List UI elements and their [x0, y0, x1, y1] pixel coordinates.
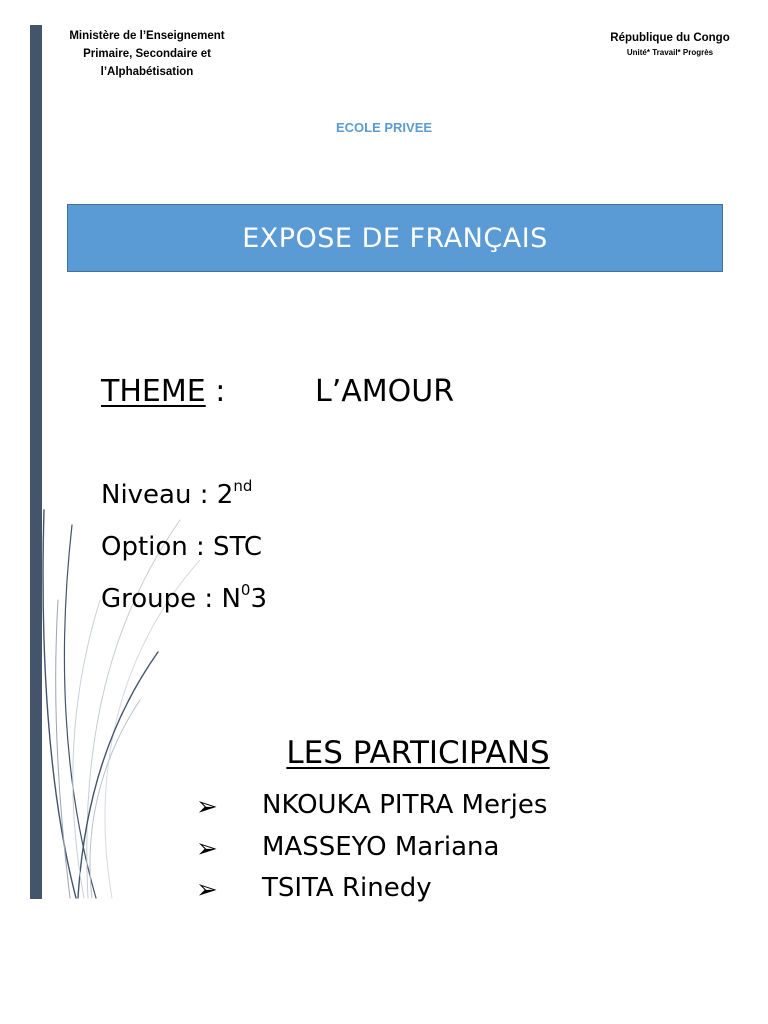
- participant-name: TSITA Rinedy: [262, 873, 432, 903]
- participant-name: MASSEYO Mariana: [262, 832, 500, 862]
- arrow-bullet-icon: ➢: [196, 792, 218, 822]
- participants-heading: LES PARTICIPANS: [286, 735, 550, 771]
- school-name: ECOLE PRIVEE: [335, 120, 433, 135]
- niveau-superscript: nd: [233, 477, 253, 495]
- theme-label: THEME: [101, 374, 206, 409]
- groupe-line: [101, 581, 267, 614]
- groupe-label: Groupe : N: [101, 584, 241, 614]
- ministry-line-1: Ministère de l’Enseignement: [69, 30, 225, 42]
- niveau-label: Niveau : 2: [101, 480, 234, 510]
- groupe-superscript: 0: [240, 581, 251, 599]
- ministry-line-3: l’Alphabétisation: [100, 66, 194, 78]
- theme-separator: :: [215, 374, 226, 409]
- ministry-line-2: Primaire, Secondaire et: [83, 48, 211, 60]
- participants-title: [0, 735, 768, 771]
- arrow-bullet-icon: ➢: [196, 875, 218, 905]
- banner-title: EXPOSE DE FRANÇAIS: [242, 222, 548, 254]
- theme-value: L’AMOUR: [315, 374, 455, 409]
- ministry-header: [46, 27, 248, 81]
- republic-header: [588, 31, 752, 60]
- theme-row: [101, 374, 455, 409]
- arrow-bullet-icon: ➢: [196, 834, 218, 864]
- option-line: Option : STC: [101, 532, 263, 562]
- title-banner: [67, 204, 723, 272]
- groupe-number: 3: [250, 584, 267, 614]
- republic-motto: Unité* Travail* Progrès: [626, 48, 714, 57]
- niveau-line: [101, 477, 253, 510]
- participant-name: NKOUKA PITRA Merjes: [262, 790, 548, 820]
- republic-name: République du Congo: [610, 32, 730, 44]
